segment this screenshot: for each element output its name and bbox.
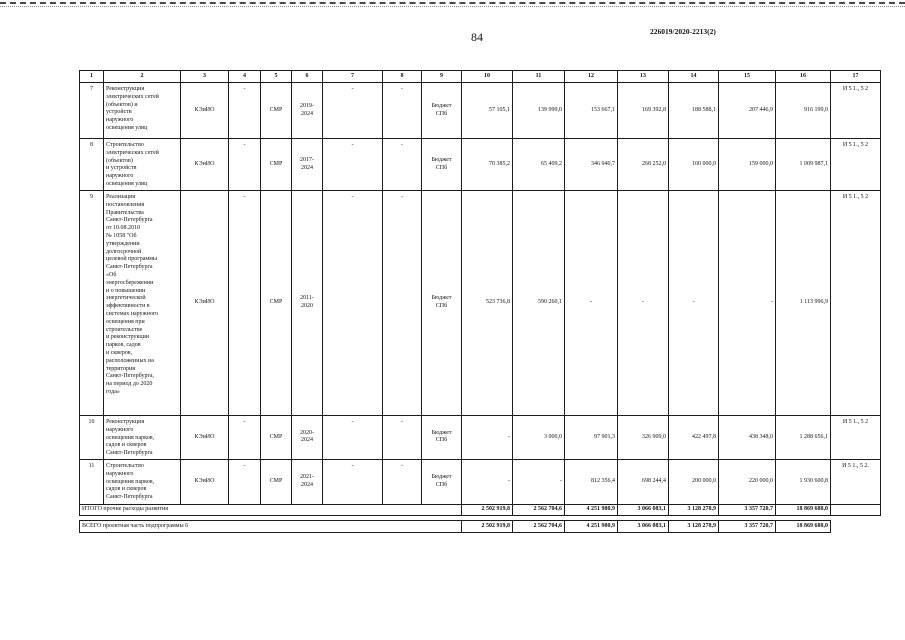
reference-code: И 5 1., 5 2 (831, 139, 881, 191)
amount-cell: 100 000,0 (669, 139, 719, 191)
reference-code: И 5 1., 5 2 (831, 83, 881, 139)
amount-cell: 97 901,3 (565, 416, 618, 460)
col4-value: - (229, 416, 261, 460)
amount-cell: 438 348,0 (719, 416, 776, 460)
column-header: 16 (776, 71, 831, 83)
amount-cell: - (462, 416, 513, 460)
total-row (80, 504, 881, 515)
executor: КЭиИО (181, 416, 229, 460)
col8-value: - (383, 191, 422, 416)
scan-edge-artifact (0, 2, 905, 7)
row-number: 7 (80, 83, 104, 139)
column-header: 2 (104, 71, 181, 83)
total-amount-cell: 3 128 278,9 (669, 504, 719, 515)
document-id: 226019/2020-2213(2) (650, 27, 716, 36)
amount-cell: - (462, 459, 513, 504)
column-header: 17 (831, 71, 881, 83)
amount-cell: 326 909,0 (618, 416, 669, 460)
amount-cell: - (618, 191, 669, 416)
amount-total-cell: 1 113 996,9 (776, 191, 831, 416)
budget-table (79, 70, 881, 516)
grand-total-amount-cell: 2 562 704,6 (513, 521, 565, 533)
amount-cell: 153 667,1 (565, 83, 618, 139)
amount-cell: 812 356,4 (565, 459, 618, 504)
column-header: 15 (719, 71, 776, 83)
row-number: 9 (80, 191, 104, 416)
page-number: 84 (471, 30, 483, 44)
amount-cell: 70 385,2 (462, 139, 513, 191)
total-amount-cell: 2 562 704,6 (513, 504, 565, 515)
amount-cell: 698 244,4 (618, 459, 669, 504)
table-row (80, 191, 881, 416)
col7-value: - (323, 139, 383, 191)
amount-cell: 200 000,0 (669, 459, 719, 504)
amount-cell: 590 260,1 (513, 191, 565, 416)
total-amount-cell: 3 357 720,7 (719, 504, 776, 515)
column-header: 14 (669, 71, 719, 83)
amount-cell: 169 392,8 (618, 83, 669, 139)
reference-code: И 5 1., 5 2 (831, 191, 881, 416)
amount-cell: 3 000,0 (513, 416, 565, 460)
column-header: 4 (229, 71, 261, 83)
col4-value: - (229, 459, 261, 504)
amount-cell: - (669, 191, 719, 416)
total-amount-cell: 18 869 688,0 (776, 504, 831, 515)
amount-total-cell: 1 009 987,1 (776, 139, 831, 191)
row-number: 11 (80, 459, 104, 504)
table-row (80, 416, 881, 460)
grand-total-amount-cell: 3 066 083,1 (618, 521, 669, 533)
grand-total-row (80, 521, 831, 533)
amount-cell: 220 000,0 (719, 459, 776, 504)
col4-value: - (229, 191, 261, 416)
empty-cell (831, 504, 881, 515)
row-number: 8 (80, 139, 104, 191)
amount-total-cell: 916 199,0 (776, 83, 831, 139)
grand-total-label: ВСЕГО проектная часть подпрограммы 6 (80, 521, 462, 533)
executor: КЭиИО (181, 459, 229, 504)
column-header: 12 (565, 71, 618, 83)
grand-total-amount-cell: 18 869 688,0 (776, 521, 831, 533)
amount-cell: 422 497,8 (669, 416, 719, 460)
amount-cell: 159 000,0 (719, 139, 776, 191)
period: 2019- 2024 (292, 83, 323, 139)
column-header: 5 (261, 71, 292, 83)
table-row (80, 83, 881, 139)
funding-source: Бюджет СПб (422, 459, 462, 504)
work-type: СМР (261, 416, 292, 460)
col8-value: - (383, 416, 422, 460)
total-label: ИТОГО прочие расходы развития (80, 504, 462, 515)
period: 2020- 2024 (292, 416, 323, 460)
amount-cell: - (719, 191, 776, 416)
amount-cell: 57 105,1 (462, 83, 513, 139)
column-header: 8 (383, 71, 422, 83)
executor: КЭиИО (181, 83, 229, 139)
executor: КЭиИО (181, 139, 229, 191)
reference-code: И 5 1., 5 2 (831, 416, 881, 460)
column-header: 9 (422, 71, 462, 83)
amount-cell: - (565, 191, 618, 416)
amount-cell: 188 588,1 (669, 83, 719, 139)
total-amount-cell: 4 251 980,9 (565, 504, 618, 515)
amount-cell: - (513, 459, 565, 504)
funding-source: Бюджет СПб (422, 191, 462, 416)
header-row (80, 71, 881, 83)
amount-cell: 268 252,0 (618, 139, 669, 191)
executor: КЭиИО (181, 191, 229, 416)
column-header: 1 (80, 71, 104, 83)
period: 2011- 2020 (292, 191, 323, 416)
col7-value: - (323, 459, 383, 504)
item-name: Реализация постановления Правительства Санкт-Петербурга от 10.08.2010 № 1058 "Об утверждении долгосрочной целевой программы Санкт-Петербурга «Об энергосбережении и о повышении энергетической эффективности в системах наружного освещения при строительстве и реконструкции парков, садов и скверов, расположенных на территории Санкт-Петербурга, на период до 2020 года» (104, 191, 181, 416)
item-name: Строительство наружного освещения парков, садов и скверов Санкт-Петербурга (104, 459, 181, 504)
period: 2017- 2024 (292, 139, 323, 191)
total-amount-cell: 2 502 919,8 (462, 504, 513, 515)
reference-code: И 5 1., 5 2. (831, 459, 881, 504)
col7-value: - (323, 191, 383, 416)
period: 2021- 2024 (292, 459, 323, 504)
funding-source: Бюджет СПб (422, 416, 462, 460)
funding-source: Бюджет СПб (422, 139, 462, 191)
grand-total-amount-cell: 3 357 720,7 (719, 521, 776, 533)
item-name: Строительство электрических сетей (объектов) и устройств наружного освещения улиц (104, 139, 181, 191)
work-type: СМР (261, 191, 292, 416)
row-number: 10 (80, 416, 104, 460)
column-header: 3 (181, 71, 229, 83)
total-amount-cell: 3 066 083,1 (618, 504, 669, 515)
item-name: Реконструкция наружного освещения парков, садов и скверов Санкт-Петербурга (104, 416, 181, 460)
amount-cell: 207 446,9 (719, 83, 776, 139)
column-header: 7 (323, 71, 383, 83)
work-type: СМР (261, 459, 292, 504)
table-row (80, 459, 881, 504)
table-row (80, 139, 881, 191)
col8-value: - (383, 459, 422, 504)
col8-value: - (383, 139, 422, 191)
col8-value: - (383, 83, 422, 139)
grand-total-table (79, 520, 831, 533)
work-type: СМР (261, 83, 292, 139)
item-name: Реконструкция электрических сетей (объектов) и устройств наружного освещения улиц (104, 83, 181, 139)
amount-cell: 346 940,7 (565, 139, 618, 191)
amount-total-cell: 1 930 600,8 (776, 459, 831, 504)
col4-value: - (229, 139, 261, 191)
work-type: СМР (261, 139, 292, 191)
column-header: 13 (618, 71, 669, 83)
grand-total-amount-cell: 3 128 278,9 (669, 521, 719, 533)
amount-total-cell: 1 288 656,1 (776, 416, 831, 460)
funding-source: Бюджет СПб (422, 83, 462, 139)
amount-cell: 65 409,2 (513, 139, 565, 191)
col4-value: - (229, 83, 261, 139)
grand-total-amount-cell: 2 502 919,8 (462, 521, 513, 533)
col7-value: - (323, 83, 383, 139)
amount-cell: 523 736,8 (462, 191, 513, 416)
grand-total-amount-cell: 4 251 980,9 (565, 521, 618, 533)
col7-value: - (323, 416, 383, 460)
amount-cell: 139 999,0 (513, 83, 565, 139)
column-header: 11 (513, 71, 565, 83)
column-header: 10 (462, 71, 513, 83)
column-header: 6 (292, 71, 323, 83)
